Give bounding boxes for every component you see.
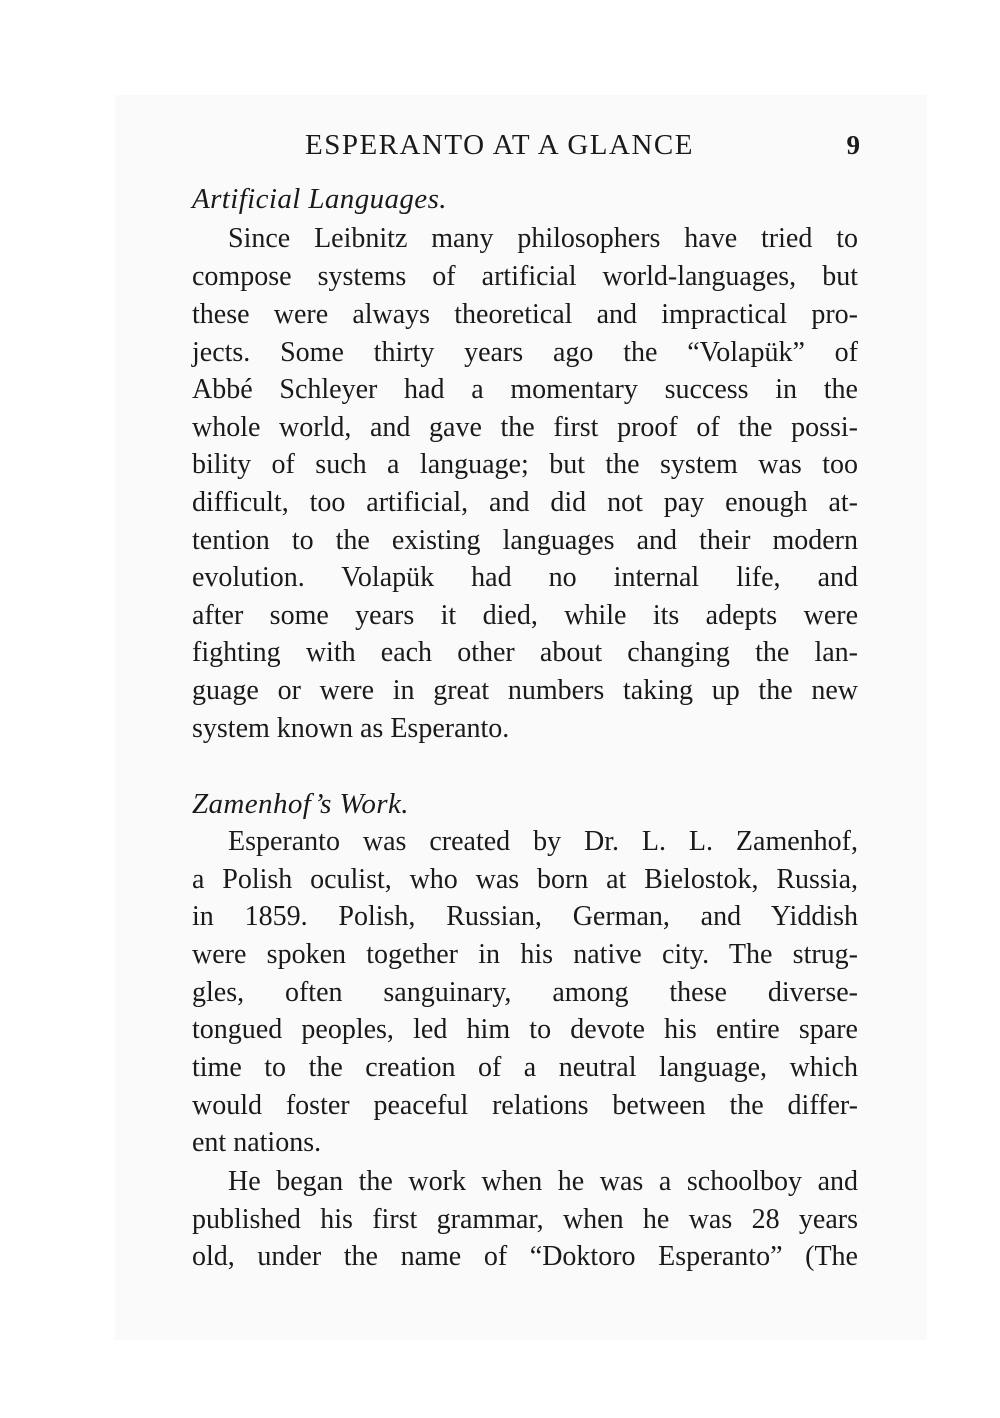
paragraph-line: fighting with each other about changing the lan- xyxy=(192,637,858,668)
paragraph-line: were spoken together in his native city. The strug- xyxy=(192,939,858,970)
paragraph-line: Abbé Schleyer had a momentary success in the xyxy=(192,374,858,405)
page-number: 9 xyxy=(846,130,860,160)
paragraph-line: difficult, too artificial, and did not pay enough at- xyxy=(192,487,858,518)
paragraph-line: published his first grammar, when he was 28 years xyxy=(192,1204,858,1235)
paragraph-line: jects. Some thirty years ago the “Volapük” of xyxy=(192,337,858,368)
section-heading-artificial-languages: Artificial Languages. xyxy=(192,183,447,215)
paragraph-line: in 1859. Polish, Russian, German, and Yiddish xyxy=(192,901,858,932)
paragraph-line: guage or were in great numbers taking up the new xyxy=(192,675,858,706)
paragraph-line: after some years it died, while its adepts were xyxy=(192,600,858,631)
paragraph-line: whole world, and gave the first proof of the possi- xyxy=(192,412,858,443)
paragraph-line: a Polish oculist, who was born at Bielostok, Russia, xyxy=(192,864,858,895)
paragraph-line: tention to the existing languages and their modern xyxy=(192,525,858,556)
paragraph-line: tongued peoples, led him to devote his entire spare xyxy=(192,1014,858,1045)
paragraph-line: gles, often sanguinary, among these diverse- xyxy=(192,977,858,1008)
paragraph-line: time to the creation of a neutral language, which xyxy=(192,1052,858,1083)
paragraph-line: ent nations. xyxy=(192,1127,322,1158)
paragraph-line: these were always theoretical and impractical pro- xyxy=(192,299,858,330)
paragraph-line: old, under the name of “Doktoro Esperanto” (The xyxy=(192,1241,858,1272)
paragraph-line: compose systems of artificial world-languages, but xyxy=(192,261,858,292)
running-head xyxy=(192,125,860,165)
running-title: ESPERANTO AT A GLANCE xyxy=(305,129,694,161)
paragraph-line: Since Leibnitz many philosophers have tried to xyxy=(228,223,858,254)
paragraph-line: evolution. Volapük had no internal life, and xyxy=(192,562,858,593)
paragraph-line: He began the work when he was a schoolboy and xyxy=(228,1166,858,1197)
section-heading-zamenhofs-work: Zamenhof’s Work. xyxy=(192,788,409,820)
paragraph-line: Esperanto was created by Dr. L. L. Zamenhof, xyxy=(228,826,858,857)
paragraph-line: would foster peaceful relations between the differ- xyxy=(192,1090,858,1121)
paragraph-line: bility of such a language; but the system was too xyxy=(192,449,858,480)
paragraph-line: system known as Esperanto. xyxy=(192,713,510,744)
